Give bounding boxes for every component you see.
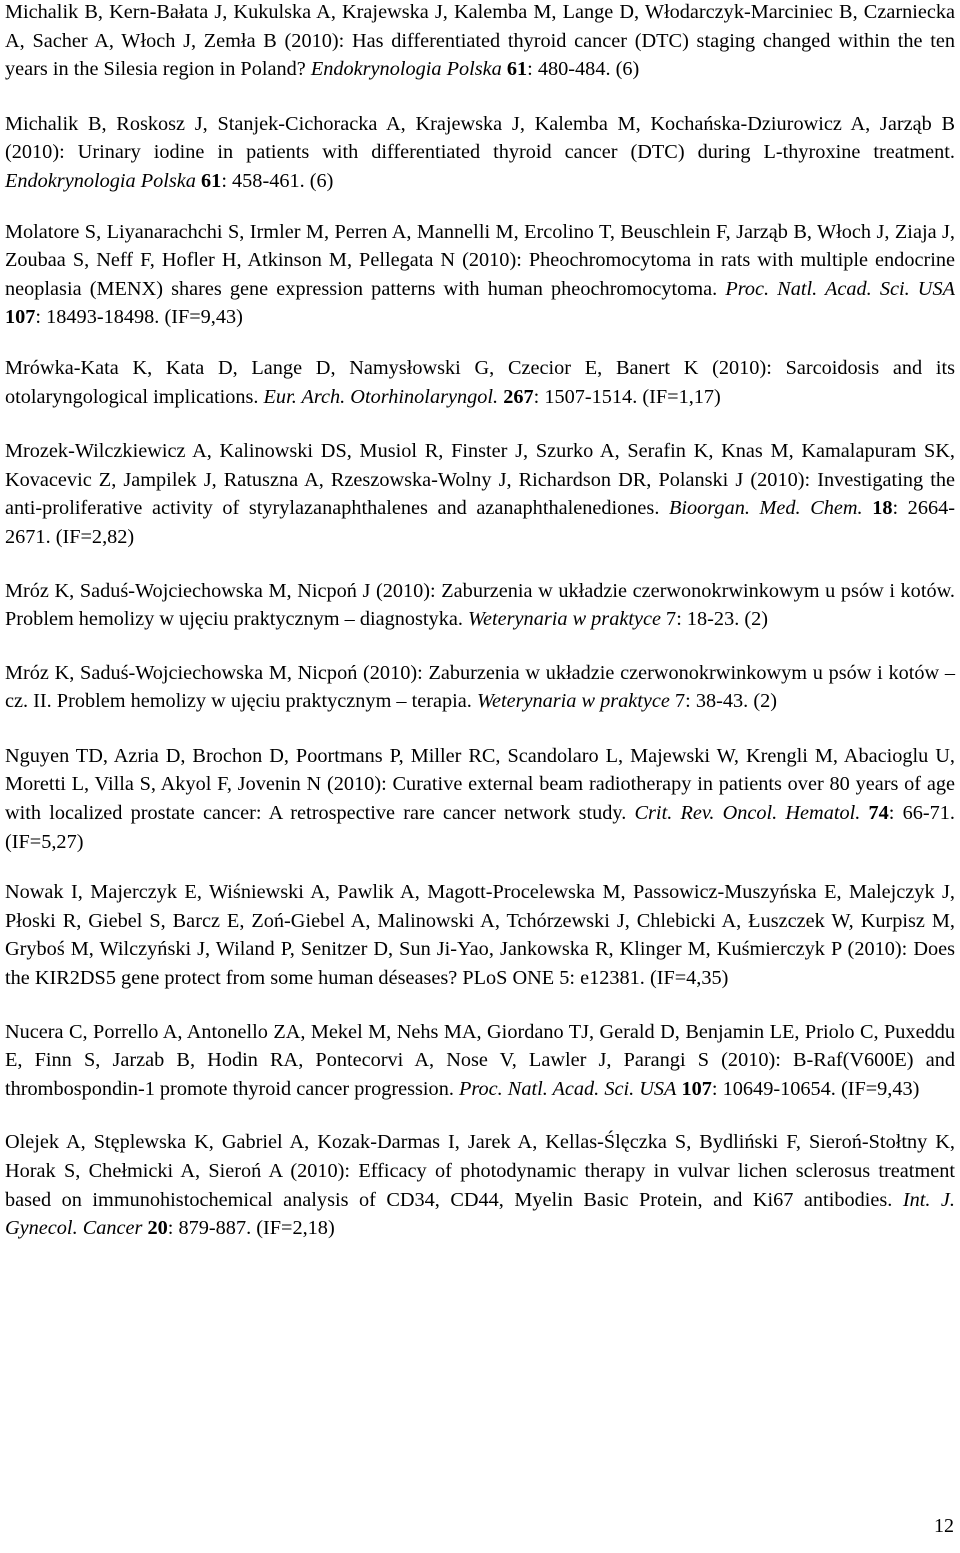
volume-number: 18 <box>872 497 893 520</box>
reference-text: Mrozek-Wilczkiewicz A, Kalinowski DS, Musiol R, Finster J, Szurko A, Serafin K, Knas M, Kamalapuram SK, Kovacevic Z, Jampilek J, Ratuszna A, Rzeszowska-Wolny J, Richardson DR, Polanski J (2010): Investigating the anti-proliferative activity of styrylazanaphthalenes and azanaphthalenediones. <box>5 440 955 520</box>
volume-number: 74 <box>868 802 889 825</box>
reference-entry <box>5 878 955 992</box>
volume-number: 107 <box>5 306 36 329</box>
page-range: : 10649-10654. <box>711 1077 841 1100</box>
reference-entry <box>5 1018 955 1104</box>
page-range: 7: 38-43. <box>669 690 754 713</box>
reference-entry <box>5 577 955 634</box>
journal-name: Weterynaria w praktyce <box>476 690 670 713</box>
reference-text: Michalik B, Roskosz J, Stanjek-Cichoracka A, Krajewska J, Kalemba M, Kochańska-Dziurowicz A, Jarząb B (2010): Urinary iodine in patients with differentiated thyroid cancer (DTC) during L-thyroxine treatment. <box>5 112 955 164</box>
reference-entry <box>5 659 955 716</box>
impact-note: (IF=5,27) <box>5 830 84 853</box>
reference-entry <box>5 437 955 551</box>
impact-note: (6) <box>309 169 334 192</box>
reference-entry <box>5 218 955 332</box>
reference-entry <box>5 1128 955 1242</box>
impact-note: (6) <box>615 58 640 81</box>
page-number: 12 <box>934 1515 954 1537</box>
reference-text: Molatore S, Liyanarachchi S, Irmler M, Perren A, Mannelli M, Ercolino T, Beuschlein F, Jarząb B, Włoch J, Ziaja J, Zoubaa S, Neff F, Hofler H, Atkinson M, Pellegata N (2010): Pheochromocytoma in rats with multiple endocrine neoplasia (MENX) shares gene expression patterns with human pheochromocytoma. <box>5 220 955 300</box>
journal-name: Proc. Natl. Acad. Sci. USA <box>725 277 955 300</box>
reference-entry <box>5 742 955 856</box>
reference-text: Michalik B, Kern-Bałata J, Kukulska A, Krajewska J, Kalemba M, Lange D, Włodarczyk-Marciniec B, Czarniecka A, Sacher A, Włoch J, Zemła B (2010): Has differentiated thyroid cancer (DTC) staging changed within the ten years in the Silesia region in Poland? <box>5 1 955 81</box>
volume-number: 20 <box>147 1217 168 1240</box>
journal-name: Int. J. Gynecol. Cancer <box>5 1188 955 1240</box>
reference-entry <box>5 110 955 196</box>
impact-note: (IF=9,43) <box>164 306 243 329</box>
volume-number: 267 <box>503 385 534 408</box>
reference-text: Nucera C, Porrello A, Antonello ZA, Mekel M, Nehs MA, Giordano TJ, Gerald D, Benjamin LE, Priolo C, Puxeddu E, Finn S, Jarzab B, Hodin RA, Pontecorvi A, Nose V, Lawler J, Parangi S (2010): B-Raf(V600E) and thrombospondin-1 promote thyroid cancer progression. <box>5 1020 955 1100</box>
reference-text: Mrówka-Kata K, Kata D, Lange D, Namysłowski G, Czecior E, Banert K (2010): Sarcoidosis and its otolaryngological implications. <box>5 356 955 408</box>
journal-name: Proc. Natl. Acad. Sci. USA <box>458 1077 677 1100</box>
page-range: : 458-461. <box>221 169 310 192</box>
journal-name: Weterynaria w praktyce <box>467 608 661 631</box>
journal-name: Eur. Arch. Otorhinolaryngol. <box>263 385 499 408</box>
reference-text: Nowak I, Majerczyk E, Wiśniewski A, Pawlik A, Magott-Procelewska M, Passowicz-Muszyńska E, Malejczyk J, Płoski R, Giebel S, Barcz E, Zoń-Giebel A, Malinowski A, Tchórzewski J, Chlebicki A, Łuszczek W, Kurpisz M, Gryboś M, Wilczyński J, Wiland P, Senitzer D, Sun Ji-Yao, Jankowska R, Klinger M, Kuśmierczyk P (2010): Does the KIR2DS5 gene protect from some human déseases? PLoS ONE 5: e12381. <box>5 881 955 990</box>
journal-name: Bioorgan. Med. Chem. <box>668 497 863 520</box>
impact-note: (2) <box>753 690 777 713</box>
reference-text: Mróz K, Saduś-Wojciechowska M, Nicpoń (2010): Zaburzenia w układzie czerwonokrwinkowym u psów i kotów – cz. II. Problem hemolizy w ujęciu praktycznym – terapia. <box>5 661 955 713</box>
impact-note: (IF=1,17) <box>642 385 721 408</box>
impact-note: (IF=4,35) <box>649 967 729 990</box>
impact-note: (IF=9,43) <box>840 1077 920 1100</box>
reference-entry <box>5 0 955 84</box>
reference-list <box>5 0 955 1269</box>
reference-text: Nguyen TD, Azria D, Brochon D, Poortmans P, Miller RC, Scandolaro L, Majewski W, Krengli M, Abacioglu U, Moretti L, Villa S, Akyol F, Jovenin N (2010): Curative external beam radiotherapy in patients over 80 years of age with localized prostate cancer: A retrospective rare cancer network study. <box>5 744 955 825</box>
reference-entry <box>5 354 955 411</box>
journal-name: Crit. Rev. Oncol. Hematol. <box>634 802 861 825</box>
journal-name: Endokrynologia Polska <box>310 58 502 81</box>
impact-note: (2) <box>744 608 769 631</box>
reference-text: Olejek A, Stęplewska K, Gabriel A, Kozak-Darmas I, Jarek A, Kellas-Ślęczka S, Bydliński F, Sieroń-Stołtny K, Horak S, Chełmicki A, Sieroń A (2010): Efficacy of photodynamic therapy in vulvar lichen sclerosus treatment based on immunohistochemical analysis of CD34, CD44, Myelin Basic Protein, and Ki67 antibodies. <box>5 1131 955 1211</box>
page-range: : 18493-18498. <box>35 306 165 329</box>
page-range: : 879-887. <box>167 1217 257 1240</box>
volume-number: 61 <box>201 169 222 192</box>
reference-text: Mróz K, Saduś-Wojciechowska M, Nicpoń J (2010): Zaburzenia w układzie czerwonokrwinkowym u psów i kotów. Problem hemolizy w ujęciu praktycznym – diagnostyka. <box>5 579 955 631</box>
journal-name: Endokrynologia Polska <box>5 169 196 192</box>
page-range: 7: 18-23. <box>660 608 745 631</box>
volume-number: 107 <box>681 1077 712 1100</box>
page-range: : 1507-1514. <box>533 385 643 408</box>
impact-note: (IF=2,18) <box>256 1217 335 1240</box>
page-range: : 480-484. <box>527 58 616 81</box>
volume-number: 61 <box>506 58 528 81</box>
impact-note: (IF=2,82) <box>55 525 135 548</box>
page-range: : 2664-2671. <box>5 497 956 548</box>
page-range: : 66-71. <box>888 802 955 825</box>
